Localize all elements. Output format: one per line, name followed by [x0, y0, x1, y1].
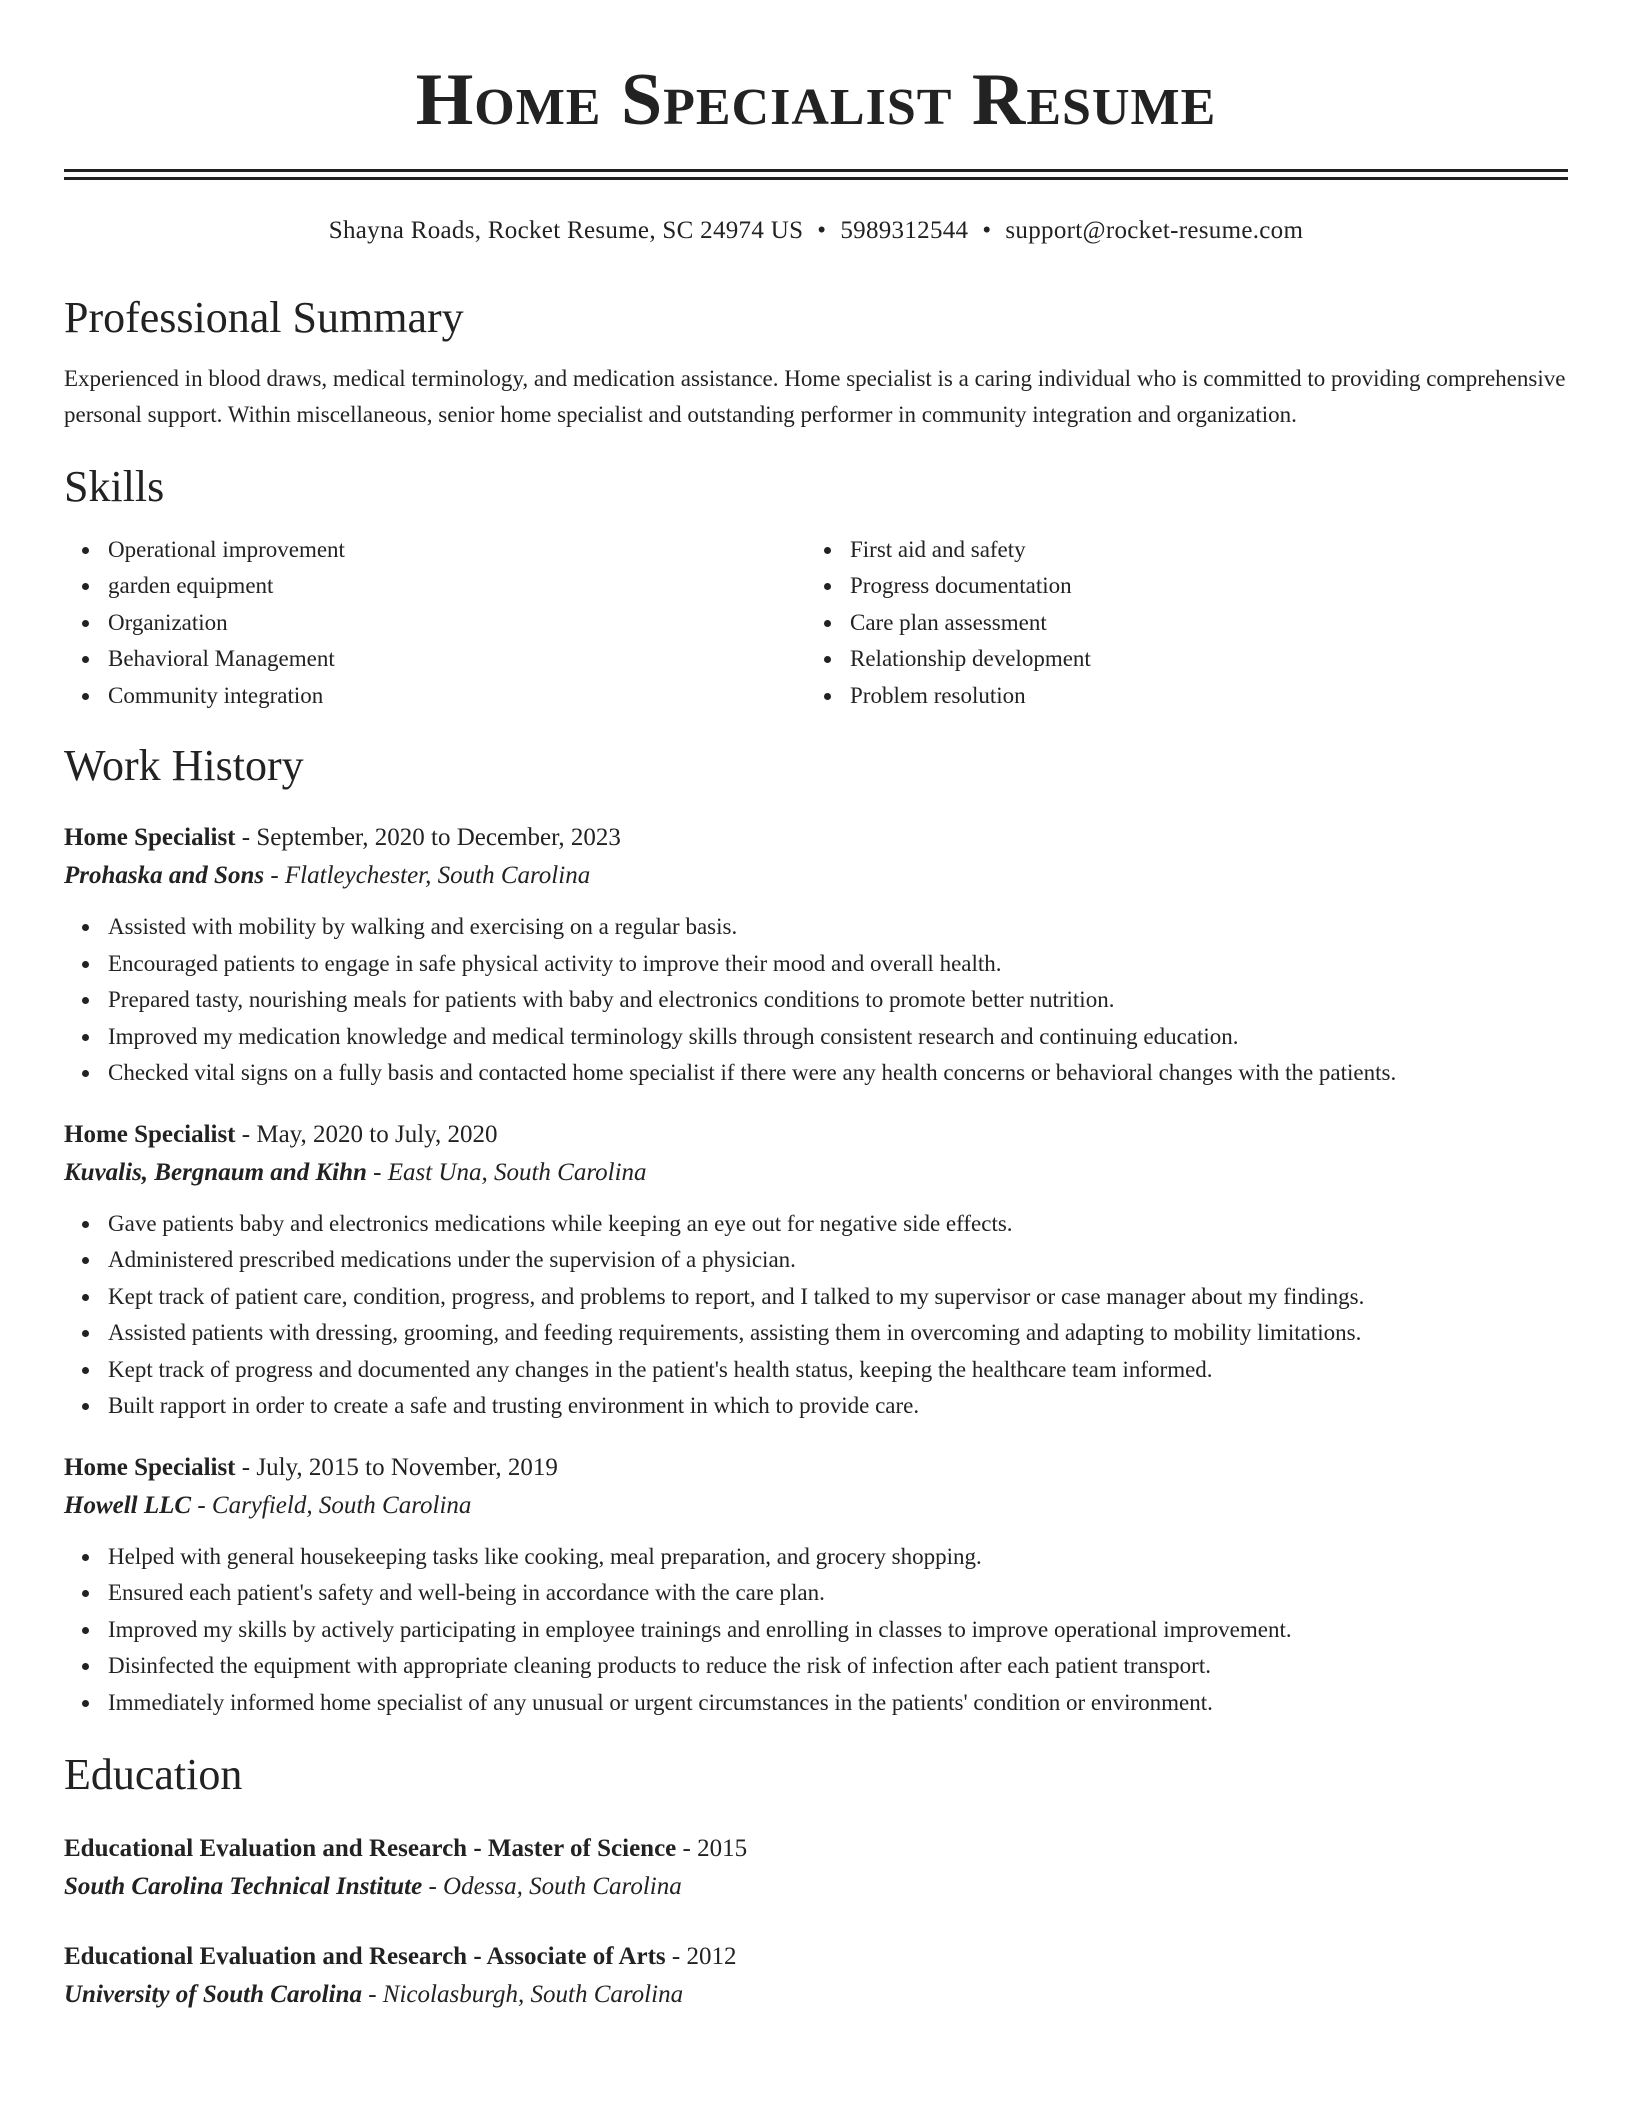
skill-item: Problem resolution	[850, 678, 1548, 715]
job-duty: Gave patients baby and electronics medications while keeping an eye out for negative side effects.	[108, 1206, 1568, 1243]
skill-item: First aid and safety	[850, 532, 1548, 569]
skills-list-left	[64, 532, 806, 715]
skills-columns	[64, 532, 1568, 715]
contact-email: support@rocket-resume.com	[1005, 217, 1304, 245]
job-duty: Encouraged patients to engage in safe physical activity to improve their mood and overall health.	[108, 946, 1568, 983]
job-role: Home Specialist	[64, 1453, 236, 1481]
job-duty: Kept track of progress and documented any changes in the patient's health status, keeping the healthcare team informed.	[108, 1352, 1568, 1389]
section-heading-education: Education	[64, 1750, 243, 1800]
job-duty: Administered prescribed medications under the supervision of a physician.	[108, 1242, 1568, 1279]
resume-page	[64, 0, 1568, 2014]
section-heading-work-history: Work History	[64, 741, 304, 791]
section-heading-summary: Professional Summary	[64, 293, 464, 343]
job-dates: - September, 2020 to December, 2023	[235, 824, 621, 852]
resume-title: Home Specialist Resume	[415, 59, 1217, 141]
work-history-section	[64, 740, 1568, 1721]
job-duty: Ensured each patient's safety and well-being in accordance with the care plan.	[108, 1575, 1568, 1612]
job-duty: Improved my skills by actively participating in employee trainings and enrolling in classes to improve operational improvement.	[108, 1612, 1568, 1649]
skills-list-right	[806, 532, 1548, 715]
job-duties-list	[64, 1539, 1568, 1722]
job-role: Home Specialist	[64, 1120, 236, 1148]
job-location: - Caryfield, South Carolina	[191, 1491, 472, 1519]
job-duty: Assisted with mobility by walking and exercising on a regular basis.	[108, 909, 1568, 946]
skills-section	[64, 461, 1568, 714]
degree-year: - 2015	[676, 1835, 748, 1863]
job-duty: Disinfected the equipment with appropriate cleaning products to reduce the risk of infection after each patient transport.	[108, 1648, 1568, 1685]
school-name: University of South Carolina	[64, 1981, 362, 2009]
education-entry	[64, 1830, 1568, 1906]
job-company: Howell LLC	[64, 1491, 192, 1519]
school-name: South Carolina Technical Institute	[64, 1873, 423, 1901]
job-duty: Built rapport in order to create a safe and trusting environment in which to provide care.	[108, 1388, 1568, 1425]
job-duty: Improved my medication knowledge and medical terminology skills through consistent research and continuing education.	[108, 1019, 1568, 1056]
job-duties-list	[64, 1206, 1568, 1425]
job-role: Home Specialist	[64, 824, 236, 852]
skill-item: garden equipment	[108, 568, 806, 605]
contact-phone: 5989312544	[840, 217, 969, 245]
job-duty: Helped with general housekeeping tasks like cooking, meal preparation, and grocery shopping.	[108, 1539, 1568, 1576]
contact-line	[64, 216, 1568, 246]
job-duty: Kept track of patient care, condition, progress, and problems to report, and I talked to my supervisor or case manager about my findings.	[108, 1279, 1568, 1316]
skill-item: Progress documentation	[850, 568, 1548, 605]
job-entry	[64, 1449, 1568, 1722]
job-dates: - May, 2020 to July, 2020	[235, 1120, 498, 1148]
job-duty: Prepared tasty, nourishing meals for patients with baby and electronics conditions to promote better nutrition.	[108, 982, 1568, 1019]
contact-separator: •	[982, 217, 992, 245]
section-heading-skills: Skills	[64, 462, 165, 512]
job-duties-list	[64, 909, 1568, 1092]
degree-name: Educational Evaluation and Research - Associate of Arts	[64, 1943, 666, 1971]
skill-item: Organization	[108, 605, 806, 642]
skill-item: Operational improvement	[108, 532, 806, 569]
job-company-line	[64, 857, 1568, 895]
degree-line	[64, 1830, 1568, 1868]
job-duty: Immediately informed home specialist of any unusual or urgent circumstances in the patients' condition or environment.	[108, 1685, 1568, 1722]
job-title-line	[64, 819, 1568, 857]
title-double-rule	[64, 169, 1568, 180]
education-section	[64, 1749, 1568, 2014]
contact-address: Shayna Roads, Rocket Resume, SC 24974 US	[328, 217, 804, 245]
job-company-line	[64, 1154, 1568, 1192]
summary-text: Experienced in blood draws, medical terminology, and medication assistance. Home specialist is a caring individual who is committed to providing comprehensive personal support. Within miscellaneous, senior home specialist and outstanding performer in community integration and organization.	[64, 366, 1566, 428]
job-duty: Assisted patients with dressing, grooming, and feeding requirements, assisting them in overcoming and adapting to mobility limitations.	[108, 1315, 1568, 1352]
job-entry	[64, 1116, 1568, 1425]
skill-item: Community integration	[108, 678, 806, 715]
school-location: - Nicolasburgh, South Carolina	[361, 1981, 684, 2009]
job-entry	[64, 819, 1568, 1092]
degree-name: Educational Evaluation and Research - Master of Science	[64, 1835, 677, 1863]
school-line	[64, 1868, 1568, 1906]
job-duty: Checked vital signs on a fully basis and contacted home specialist if there were any health concerns or behavioral changes with the patients.	[108, 1055, 1568, 1092]
job-company: Prohaska and Sons	[64, 862, 265, 890]
degree-line	[64, 1938, 1568, 1976]
education-entry	[64, 1938, 1568, 2014]
job-dates: - July, 2015 to November, 2019	[235, 1453, 558, 1481]
school-line	[64, 1976, 1568, 2014]
job-company-line	[64, 1487, 1568, 1525]
job-location: - Flatleychester, South Carolina	[264, 862, 591, 890]
professional-summary-section	[64, 292, 1568, 433]
skill-item: Behavioral Management	[108, 641, 806, 678]
skill-item: Care plan assessment	[850, 605, 1548, 642]
job-title-line	[64, 1116, 1568, 1154]
job-company: Kuvalis, Bergnaum and Kihn	[64, 1158, 367, 1186]
contact-separator: •	[817, 217, 827, 245]
job-title-line	[64, 1449, 1568, 1487]
school-location: - Odessa, South Carolina	[422, 1873, 682, 1901]
job-location: - East Una, South Carolina	[366, 1158, 647, 1186]
degree-year: - 2012	[665, 1943, 737, 1971]
skill-item: Relationship development	[850, 641, 1548, 678]
